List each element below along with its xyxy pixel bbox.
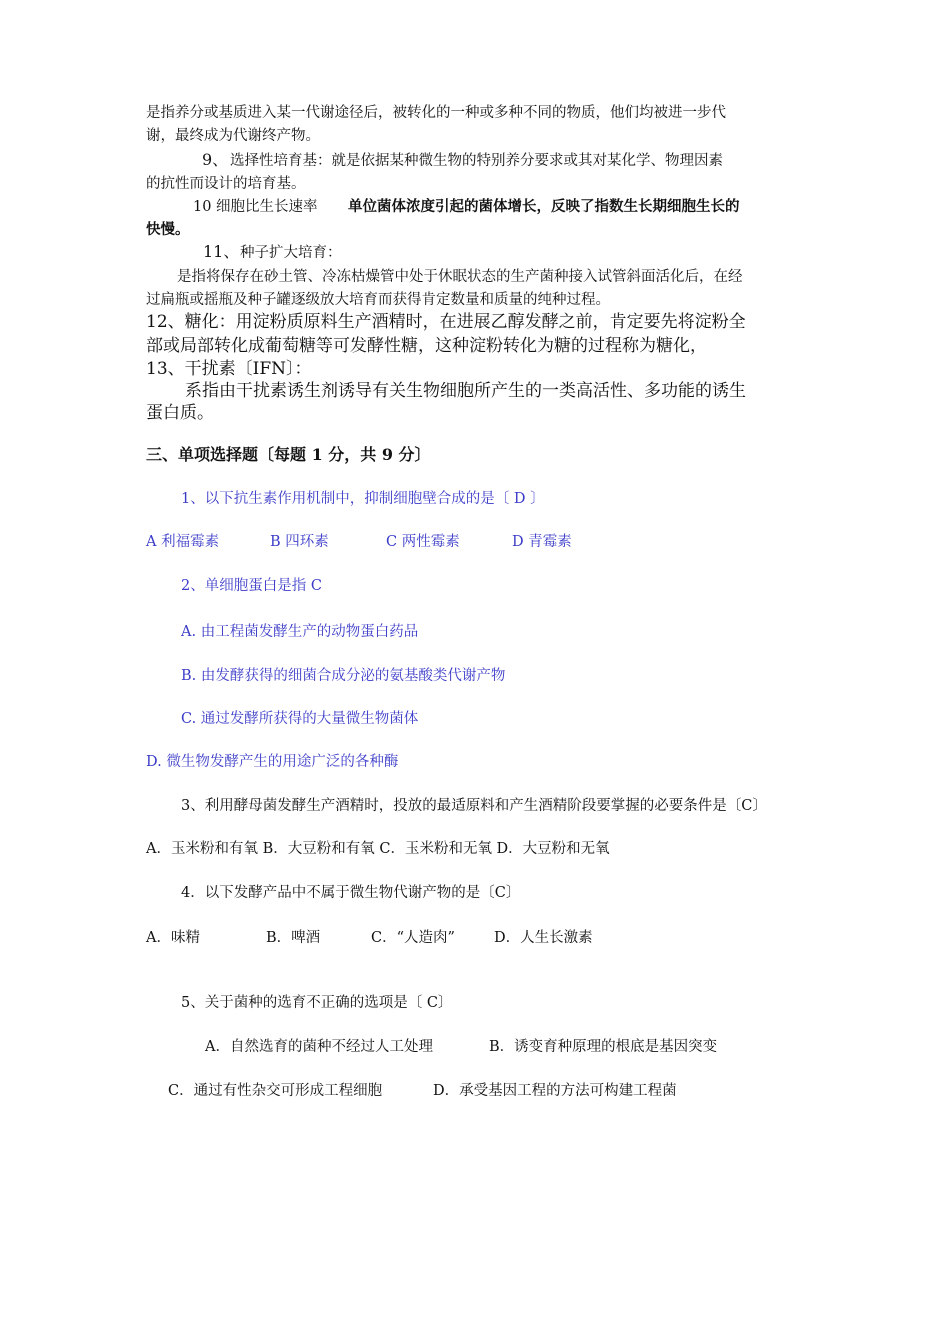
question-5-option-b: B．诱变育种原理的根底是基因突变 [489,1039,718,1055]
definition-12-line-2: 部或局部转化成葡萄糖等可发酵性糖，这种淀粉转化为糖的过程称为糖化， [146,336,707,356]
definition-11-line-2: 过扁瓶或摇瓶及种子罐逐级放大培育而获得肯定数量和质量的纯种过程。 [146,292,610,308]
definition-8-line-1: 是指养分或基质进入某一代谢途径后，被转化的一种或多种不同的物质，他们均被进一步代 [146,105,726,121]
question-1-stem: 1、以下抗生素作用机制中，抑制细胞壁合成的是〔 D 〕 [181,491,545,507]
question-5-option-a: A．自然选育的菌种不经过人工处理 [205,1039,433,1055]
definition-13-line-1: 系指由干扰素诱生剂诱导有关生物细胞所产生的一类高活性、多功能的诱生 [185,381,746,401]
question-2-option-a: A. 由工程菌发酵生产的动物蛋白药品 [181,624,419,640]
definition-9-line-2: 的抗性而设计的培育基。 [146,176,306,192]
definition-11-line-1: 是指将保存在砂土管、冷冻枯燥管中处于休眠状态的生产菌种接入试管斜面活化后，在经 [177,269,743,285]
question-1-option-a: A 利福霉素 [146,534,220,550]
section-heading: 三、单项选择题〔每题 1 分，共 9 分〕 [146,445,431,464]
question-1-option-d: D 青霉素 [512,534,572,550]
question-2-stem: 2、单细胞蛋白是指 C [181,578,322,594]
question-5-option-c: C．通过有性杂交可形成工程细胞 [168,1083,383,1099]
definition-10-label: 10 细胞比生长速率 [193,199,318,215]
definition-11-number: 11、 [203,242,240,261]
question-4-option-a: A．味精 [146,930,200,946]
definition-10-text-cont: 快慢。 [146,221,190,238]
question-1-option-b: B 四环素 [270,534,329,550]
question-4-option-d: D．人生长激素 [494,930,593,946]
question-2-option-d: D. 微生物发酵产生的用途广泛的各种酶 [146,754,399,770]
question-3-stem: 3、利用酵母菌发酵生产酒精时，投放的最适原料和产生酒精阶段要掌握的必要条件是〔C〕 [181,798,767,814]
definition-9-line-1: 选择性培育基：就是依据某种微生物的特别养分要求或其对某化学、物理因素 [230,153,723,169]
definition-9-number: 9、 [202,150,229,169]
definition-10-text: 单位菌体浓度引起的菌体增长，反映了指数生长期细胞生长的 [348,198,740,215]
question-4-option-c: C．“人造肉” [371,930,455,946]
definition-13-line-2: 蛋白质。 [146,403,214,423]
question-2-option-b: B. 由发酵获得的细菌合成分泌的氨基酸类代谢产物 [181,668,506,684]
question-5-option-d: D．承受基因工程的方法可构建工程菌 [433,1083,677,1099]
definition-8-line-2: 谢，最终成为代谢终产物。 [146,128,320,144]
question-1-option-c: C 两性霉素 [386,534,460,550]
question-4-option-b: B．啤酒 [266,930,321,946]
question-3-options: A．玉米粉和有氧 B．大豆粉和有氧 C．玉米粉和无氧 D．大豆粉和无氧 [146,841,610,857]
definition-11-term: 种子扩大培育： [240,245,342,261]
question-4-stem: 4．以下发酵产品中不属于微生物代谢产物的是〔C〕 [181,885,521,901]
question-2-option-c: C. 通过发酵所获得的大量微生物菌体 [181,711,419,727]
definition-13-term: 13、干扰素〔IFN〕： [146,359,312,379]
definition-12-line-1: 12、糖化：用淀粉质原料生产酒精时，在进展乙醇发酵之前，肯定要先将淀粉全 [146,312,746,332]
question-5-stem: 5、关于菌种的选育不正确的选项是〔 C〕 [181,995,453,1011]
